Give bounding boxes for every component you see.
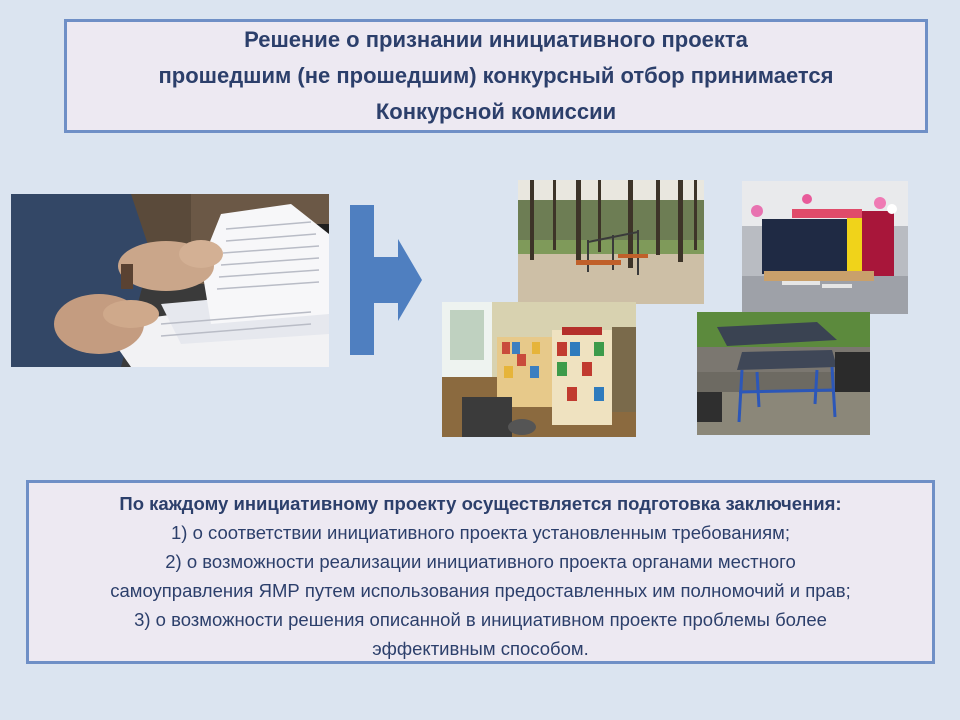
title-line-2: прошедшим (не прошедшим) конкурсный отбор принимается [158,63,834,88]
arrow-right-icon [350,205,422,355]
info-item-1: 1) о соответствии инициативного проекта установленным требованиям; [170,522,791,543]
info-box [26,480,935,664]
tennis-table-photo [697,312,870,435]
info-item-3-line-2: эффективным способом. [372,638,589,659]
title-line-3: Конкурсной комиссии [375,99,617,124]
title-box [64,19,928,133]
library-photo [442,302,636,437]
info-item-2-line-2: самоуправления ЯМР путем использования предоставленных им полномочий и прав; [110,580,851,601]
documents-photo [11,194,329,367]
hall-photo [742,181,908,314]
info-item-3-line-1: 3) о возможности решения описанной в инициативном проекте проблемы более [134,609,827,630]
title-line-1: Решение о признании инициативного проекта [244,27,748,52]
info-item-2-line-1: 2) о возможности реализации инициативного проекта органами местного [165,551,796,572]
info-lead: По каждому инициативному проекту осуществляется подготовка заключения: [119,493,842,514]
park-photo [518,180,704,304]
